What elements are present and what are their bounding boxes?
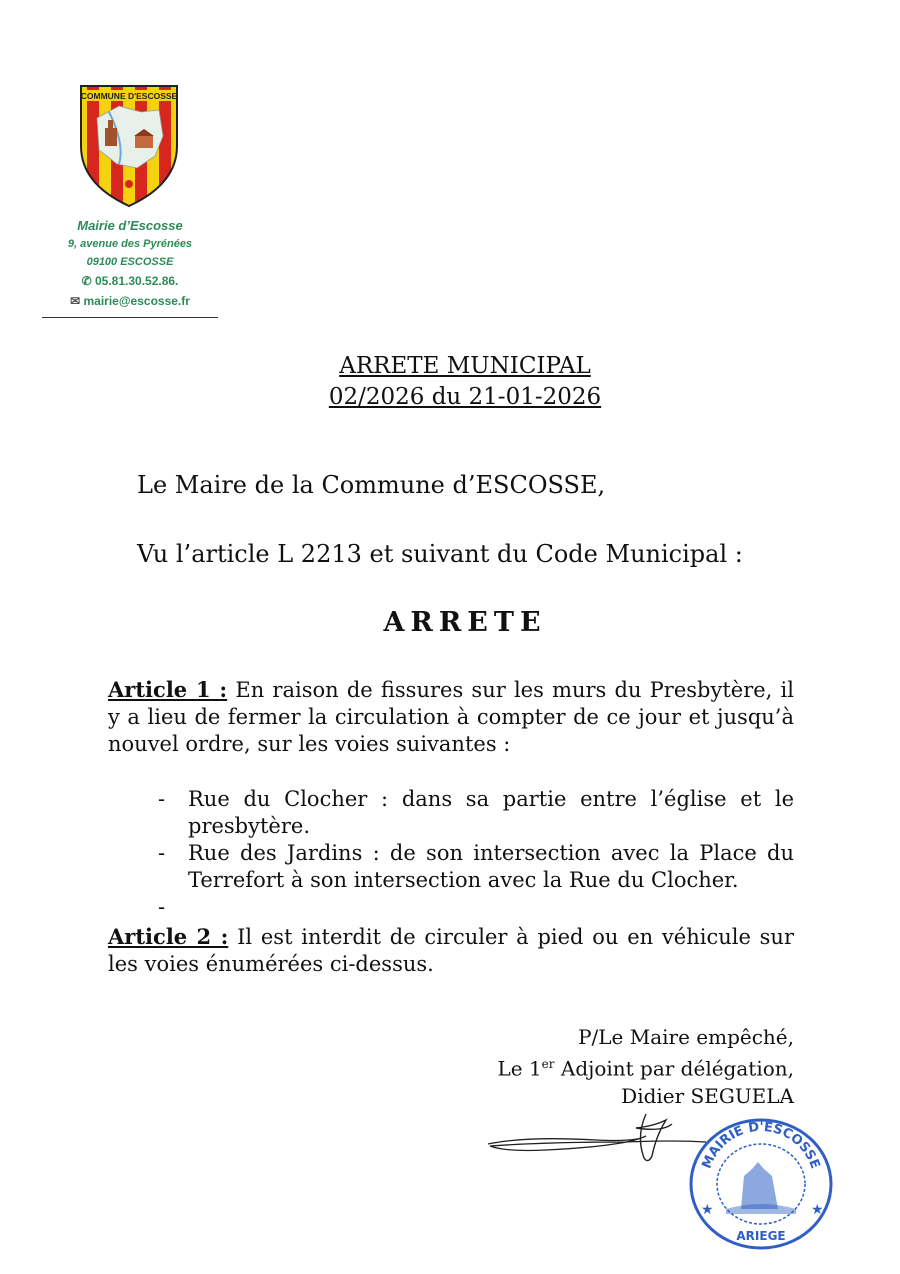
article-2: [108, 923, 794, 978]
list-item-text: Rue des Jardins : de son intersection avec la Place du Terrefort à son intersection avec la Rue du Clocher.: [188, 841, 794, 892]
list-dash: -: [158, 895, 166, 919]
email-address[interactable]: mairie@escosse.fr: [83, 294, 190, 308]
address-line-2: 09100 ESCOSSE: [86, 256, 174, 268]
handwritten-signature-icon: [486, 1106, 716, 1166]
svg-text:★: ★: [701, 1202, 714, 1218]
signature-line-1: P/Le Maire empêché,: [578, 1025, 794, 1049]
email-row: [42, 291, 218, 311]
article-1-label: Article 1 :: [108, 677, 228, 702]
arrete-heading: ARRETE: [383, 607, 547, 638]
document-title: ARRETE MUNICIPAL: [339, 353, 591, 379]
list-item: [158, 786, 794, 840]
official-stamp-icon: [686, 1114, 836, 1254]
coat-of-arms-icon: [79, 84, 179, 208]
signatory-name: Didier SEGUELA: [621, 1083, 794, 1108]
signature-line-2: Le 1er Adjoint par délégation,: [497, 1056, 794, 1081]
address-line-1: 9, avenue des Pyrénées: [67, 238, 193, 250]
list-item: [158, 894, 794, 921]
logo-text: COMMUNE D'ESCOSSE: [80, 91, 178, 101]
list-item: [158, 840, 794, 894]
list-item-text: Rue du Clocher : dans sa partie entre l’église et le presbytère.: [188, 787, 794, 838]
article-2-text: Il est interdit de circuler à pied ou en véhicule sur les voies énumérées ci-dessus.: [108, 925, 794, 976]
street-list: [158, 786, 794, 921]
header-divider: [42, 317, 218, 318]
signature-block: [497, 1024, 794, 1110]
mairie-name: Mairie d’Escosse: [77, 218, 183, 233]
mairie-contact-block: [42, 217, 218, 311]
list-dash: -: [158, 787, 166, 811]
intro-legal-basis: Vu l’article L 2213 et suivant du Code Municipal :: [137, 540, 743, 568]
svg-text:★: ★: [811, 1202, 824, 1218]
intro-mayor: Le Maire de la Commune d’ESCOSSE,: [137, 471, 606, 499]
phone-row: [42, 271, 218, 291]
stamp-top-text: MAIRIE D'ESCOSSE: [699, 1119, 823, 1171]
phone-icon: ✆: [81, 274, 92, 288]
list-dash: -: [158, 841, 166, 865]
envelope-icon: ✉: [70, 294, 81, 308]
article-1-text: En raison de fissures sur les murs du Presbytère, il y a lieu de fermer la circulation à compter de ce jour et jusqu’à nouvel ordre, sur les voies suivantes :: [108, 678, 794, 756]
list-item-text: [188, 894, 794, 921]
phone-number: 05.81.30.52.86.: [94, 274, 179, 288]
article-1: [108, 676, 794, 758]
document-reference: 02/2026 du 21-01-2026: [328, 384, 602, 410]
stamp-bottom-text: ARIEGE: [736, 1229, 786, 1243]
svg-text:MAIRIE D'ESCOSSE: [700, 1120, 823, 1171]
article-2-label: Article 2 :: [108, 924, 229, 949]
